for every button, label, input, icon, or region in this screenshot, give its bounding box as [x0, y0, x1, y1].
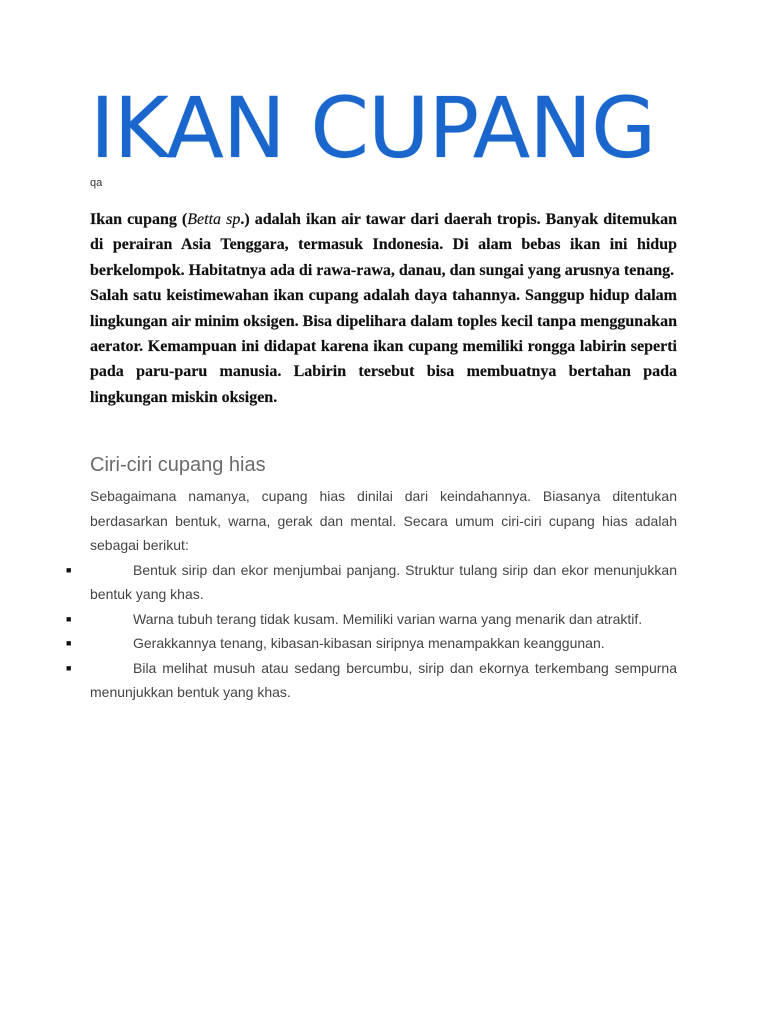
- list-item-text: Gerakkannya tenang, kibasan-kibasan siripnya menampakkan keanggunan.: [133, 635, 605, 651]
- intro-p1-start: Ikan cupang (: [90, 211, 188, 228]
- intro-p1-rest: .) adalah ikan air tawar dari daerah tropis. Banyak ditemukan di perairan Asia Tenggara, termasuk Indonesia. Di alam bebas ikan ini hidup berkelompok. Habitatnya ada di rawa-rawa, danau, dan sungai yang arusnya tenang.: [90, 211, 677, 279]
- bullet-icon: ■: [66, 613, 72, 624]
- list-item-text: Bentuk sirip dan ekor menjumbai panjang. Struktur tulang sirip dan ekor menunjukkan bentuk yang khas.: [90, 561, 677, 602]
- intro-section: [90, 207, 677, 410]
- section-body: [66, 484, 677, 705]
- bullet-icon: ■: [66, 638, 72, 648]
- list-item: [66, 656, 677, 705]
- list-item: [66, 607, 677, 632]
- bullet-icon: ■: [66, 662, 72, 673]
- section-heading: Ciri-ciri cupang hias: [90, 454, 266, 476]
- list-item: [66, 558, 677, 607]
- intro-paragraph-2: Salah satu keistimewahan ikan cupang adalah daya tahannya. Sanggup hidup dalam lingkungan air minim oksigen. Bisa dipelihara dalam toples kecil tanpa menggunakan aerator. Kemampuan ini didapat karena ikan cupang memiliki rongga labirin seperti pada paru-paru manusia. Labirin tersebut bisa membuatnya bertahan pada lingkungan miskin oksigen.: [90, 287, 677, 406]
- document-title: IKAN CUPANG: [90, 79, 656, 177]
- note-text: qa: [90, 177, 103, 189]
- scientific-name: Betta sp: [187, 211, 241, 228]
- bullet-icon: ■: [66, 564, 72, 575]
- intro-paragraph-1: [90, 207, 677, 283]
- section-lead-paragraph: Sebagaimana namanya, cupang hias dinilai dari keindahannya. Biasanya ditentukan berdasarkan bentuk, warna, gerak dan mental. Secara umum ciri-ciri cupang hias adalah sebagai berikut:: [90, 488, 677, 553]
- list-item-text: Bila melihat musuh atau sedang bercumbu, sirip dan ekornya terkembang sempurna menunjukkan bentuk yang khas.: [90, 659, 677, 700]
- list-item: [66, 631, 677, 656]
- list-item-text: Warna tubuh terang tidak kusam. Memiliki varian warna yang menarik dan atraktif.: [133, 610, 643, 627]
- feature-list: [66, 558, 677, 705]
